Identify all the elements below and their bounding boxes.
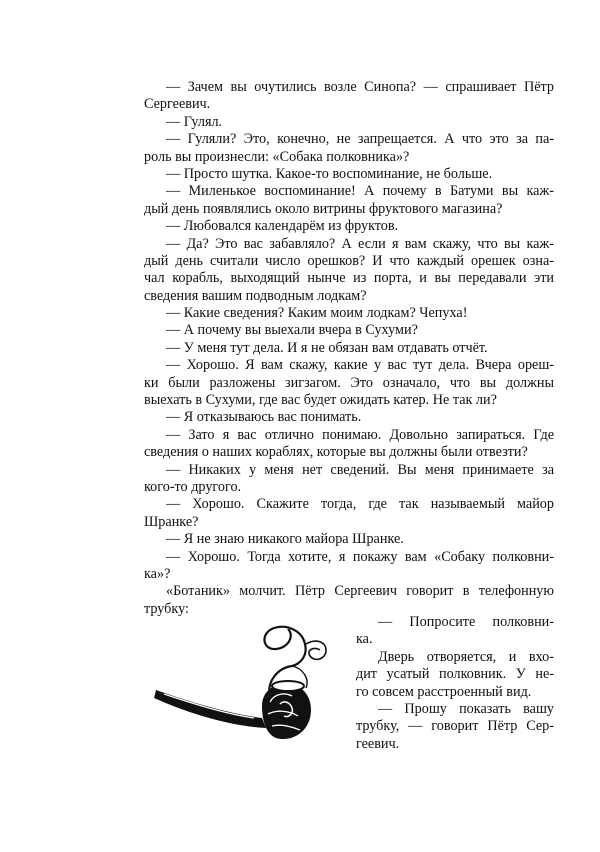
- text-line: — Любовался календарём из фруктов.: [166, 218, 399, 235]
- text-line: — Миленькое воспоминание! А почему в Батуми вы каж-: [166, 183, 554, 200]
- text-line: ка»?: [144, 565, 171, 582]
- text-line: — А почему вы выехали вчера в Сухуми?: [166, 322, 418, 339]
- text-line: — Гулял.: [166, 113, 223, 130]
- text-line: чал корабль, выходящий нынче из порта, и вы передавали эти: [144, 270, 554, 287]
- text-line: — Какие сведения? Каким моим лодкам? Чепуха!: [166, 305, 468, 322]
- text-line: дит усатый полковник. У не-: [356, 666, 554, 683]
- text-line: сведения о наших кораблях, которые вы должны были отвезти?: [144, 444, 528, 461]
- text-line: геевич.: [356, 735, 400, 752]
- text-line: — Никаких у меня нет сведений. Вы меня принимаете за: [166, 461, 554, 478]
- text-line: ки были разложены зигзагом. Это означало, что вы должны: [144, 374, 554, 391]
- text-line: «Ботаник» молчит. Пётр Сергеевич говорит в телефонную: [166, 583, 554, 600]
- text-line: выехать в Сухуми, где вас будет ожидать катер. Не так ли?: [144, 392, 497, 409]
- text-line: — Я отказываюсь вас понимать.: [166, 409, 362, 426]
- text-line: дый день считали число орешков? И что каждый орешек озна-: [144, 252, 554, 269]
- text-line: роль вы произнесли: «Собака полковника»?: [144, 148, 410, 165]
- main-text-column: [144, 79, 554, 618]
- text-line: — Попросите полковни-: [378, 614, 554, 630]
- text-line: — Хорошо. Скажите тогда, где так называемый майор: [166, 496, 554, 513]
- text-line: — Да? Это вас забавляло? А если я вам скажу, что вы каж-: [166, 235, 554, 252]
- text-line: трубку:: [144, 600, 189, 617]
- text-line: — Хорошо. Я вам скажу, какие у вас тут дела. Вчера ореш-: [166, 357, 554, 374]
- text-line: — У меня тут дела. И я не обязан вам отдавать отчёт.: [166, 339, 488, 356]
- text-line: — Прошу показать вашу: [378, 700, 554, 717]
- text-line: кого-то другого.: [144, 478, 242, 495]
- text-line: — Хорошо. Тогда хотите, я покажу вам «Собаку полковни-: [166, 548, 554, 565]
- text-line: — Зачем вы очутились возле Синопа? — спрашивает Пётр: [166, 79, 554, 95]
- text-line: Шранке?: [144, 513, 199, 530]
- text-line: — Зато я вас отлично понимаю. Довольно запираться. Где: [166, 426, 554, 443]
- text-line: трубку, — говорит Пётр Сер-: [356, 718, 554, 735]
- text-line: го совсем расстроенный вид.: [356, 683, 532, 700]
- pipe-illustration: [150, 606, 350, 746]
- text-line: — Я не знаю никакого майора Шранке.: [166, 531, 404, 548]
- text-line: дый день появлялись около витрины фруктового магазина?: [144, 200, 503, 217]
- text-line: ка.: [356, 631, 373, 648]
- text-line: — Просто шутка. Какое-то воспоминание, не больше.: [166, 165, 493, 182]
- smoking-pipe-drawing: [150, 606, 350, 746]
- side-text-column: [356, 614, 554, 753]
- text-line: Дверь отворяется, и вхо-: [378, 648, 554, 665]
- text-line: Сергеевич.: [144, 96, 211, 113]
- text-line: — Гуляли? Это, конечно, не запрещается. А что это за па-: [166, 131, 554, 148]
- text-line: сведения вашим подводным лодкам?: [144, 287, 367, 304]
